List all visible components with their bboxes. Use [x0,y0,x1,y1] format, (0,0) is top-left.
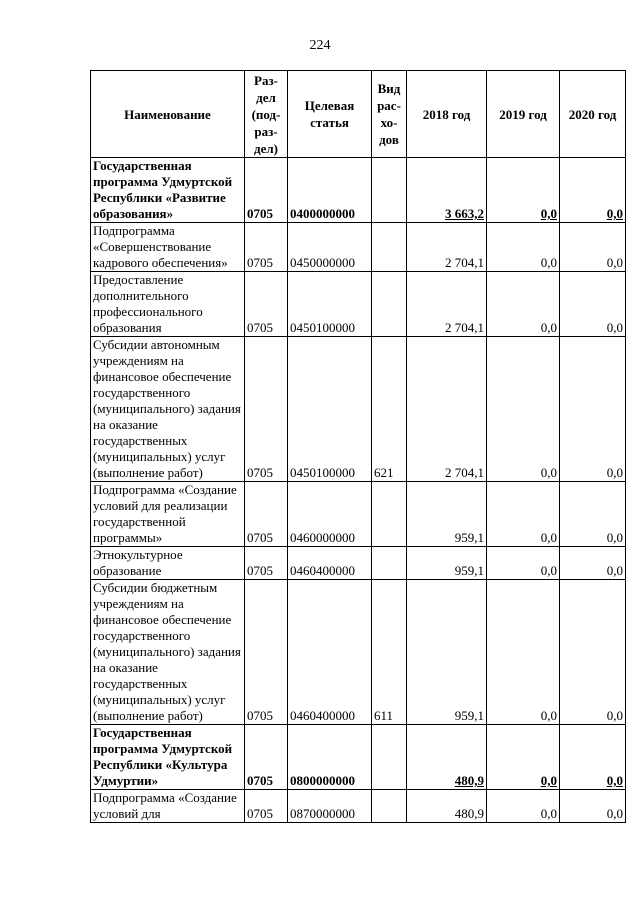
page-number: 224 [309,38,331,53]
row-section: 0705 [245,223,288,272]
row-section: 0705 [245,482,288,547]
row-target: 0460400000 [288,547,372,580]
row-expense [372,790,407,823]
row-name: Субсидии бюджетным учреждениям на финансовое обеспечение государственного (муниципального) задания на оказание государственных (муниципальных) услуг (выполнение работ) [91,580,245,725]
row-section: 0705 [245,725,288,790]
row-target: 0460000000 [288,482,372,547]
row-2018: 2 704,1 [407,337,487,482]
row-section: 0705 [245,547,288,580]
row-expense [372,272,407,337]
row-2020: 0,0 [560,272,626,337]
row-name: Государственная программа Удмуртской Республики «Культура Удмуртии» [91,725,245,790]
row-section: 0705 [245,337,288,482]
row-2018: 480,9 [407,725,487,790]
header-2018: 2018 год [407,71,487,158]
row-2019: 0,0 [487,482,560,547]
table-row [91,580,626,725]
table-header-row [91,71,626,158]
row-2019: 0,0 [487,790,560,823]
row-target: 0870000000 [288,790,372,823]
row-target: 0460400000 [288,580,372,725]
row-2019: 0,0 [487,725,560,790]
row-2020: 0,0 [560,580,626,725]
row-2019: 0,0 [487,272,560,337]
header-target-line: Целевая [304,98,355,113]
table-row [91,158,626,223]
table-row [91,482,626,547]
row-expense: 611 [372,580,407,725]
row-target: 0400000000 [288,158,372,223]
header-target-line: статья [310,115,349,130]
header-section-line: раз- [254,123,278,139]
row-name: Подпрограмма «Совершенствование кадрового обеспечения» [91,223,245,272]
header-section-line: (под- [251,106,281,122]
row-2019: 0,0 [487,223,560,272]
row-expense [372,725,407,790]
row-2020: 0,0 [560,158,626,223]
row-2018: 3 663,2 [407,158,487,223]
row-name: Государственная программа Удмуртской Республики «Развитие образования» [91,158,245,223]
row-2018: 480,9 [407,790,487,823]
row-2020: 0,0 [560,547,626,580]
header-expense-line: Вид [377,81,401,96]
header-section-line: дел [256,89,276,105]
header-expense [372,71,407,158]
table-row [91,223,626,272]
row-section: 0705 [245,158,288,223]
header-section-line: Раз- [254,72,278,88]
table-row [91,725,626,790]
row-2018: 959,1 [407,580,487,725]
row-2019: 0,0 [487,158,560,223]
header-expense-line: дов [379,132,399,147]
header-2019: 2019 год [487,71,560,158]
row-expense [372,482,407,547]
row-section: 0705 [245,790,288,823]
row-expense [372,547,407,580]
row-2020: 0,0 [560,223,626,272]
row-name: Этнокультурное образование [91,547,245,580]
header-section-line: дел) [254,140,278,156]
table-row [91,272,626,337]
header-expense-line: рас- [377,98,401,113]
header-2020: 2020 год [560,71,626,158]
header-expense-line: хо- [380,115,398,130]
header-section [245,71,288,158]
row-expense [372,223,407,272]
row-2019: 0,0 [487,337,560,482]
row-name: Предоставление дополнительного профессионального образования [91,272,245,337]
row-target: 0800000000 [288,725,372,790]
table-row [91,547,626,580]
row-2018: 959,1 [407,482,487,547]
row-section: 0705 [245,272,288,337]
row-2020: 0,0 [560,725,626,790]
table-row [91,337,626,482]
row-target: 0450100000 [288,337,372,482]
table-row [91,790,626,823]
row-2018: 959,1 [407,547,487,580]
row-2019: 0,0 [487,580,560,725]
budget-table [90,70,626,823]
row-2020: 0,0 [560,482,626,547]
row-expense [372,158,407,223]
row-2018: 2 704,1 [407,272,487,337]
row-2018: 2 704,1 [407,223,487,272]
header-name: Наименование [91,71,245,158]
row-target: 0450100000 [288,272,372,337]
row-section: 0705 [245,580,288,725]
row-2020: 0,0 [560,337,626,482]
row-2020: 0,0 [560,790,626,823]
row-expense: 621 [372,337,407,482]
row-target: 0450000000 [288,223,372,272]
row-name: Субсидии автономным учреждениям на финансовое обеспечение государственного (муниципального) задания на оказание государственных (муниципальных) услуг (выполнение работ) [91,337,245,482]
header-target [288,71,372,158]
row-name: Подпрограмма «Создание условий для [91,790,245,823]
row-2019: 0,0 [487,547,560,580]
row-name: Подпрограмма «Создание условий для реализации государственной программы» [91,482,245,547]
